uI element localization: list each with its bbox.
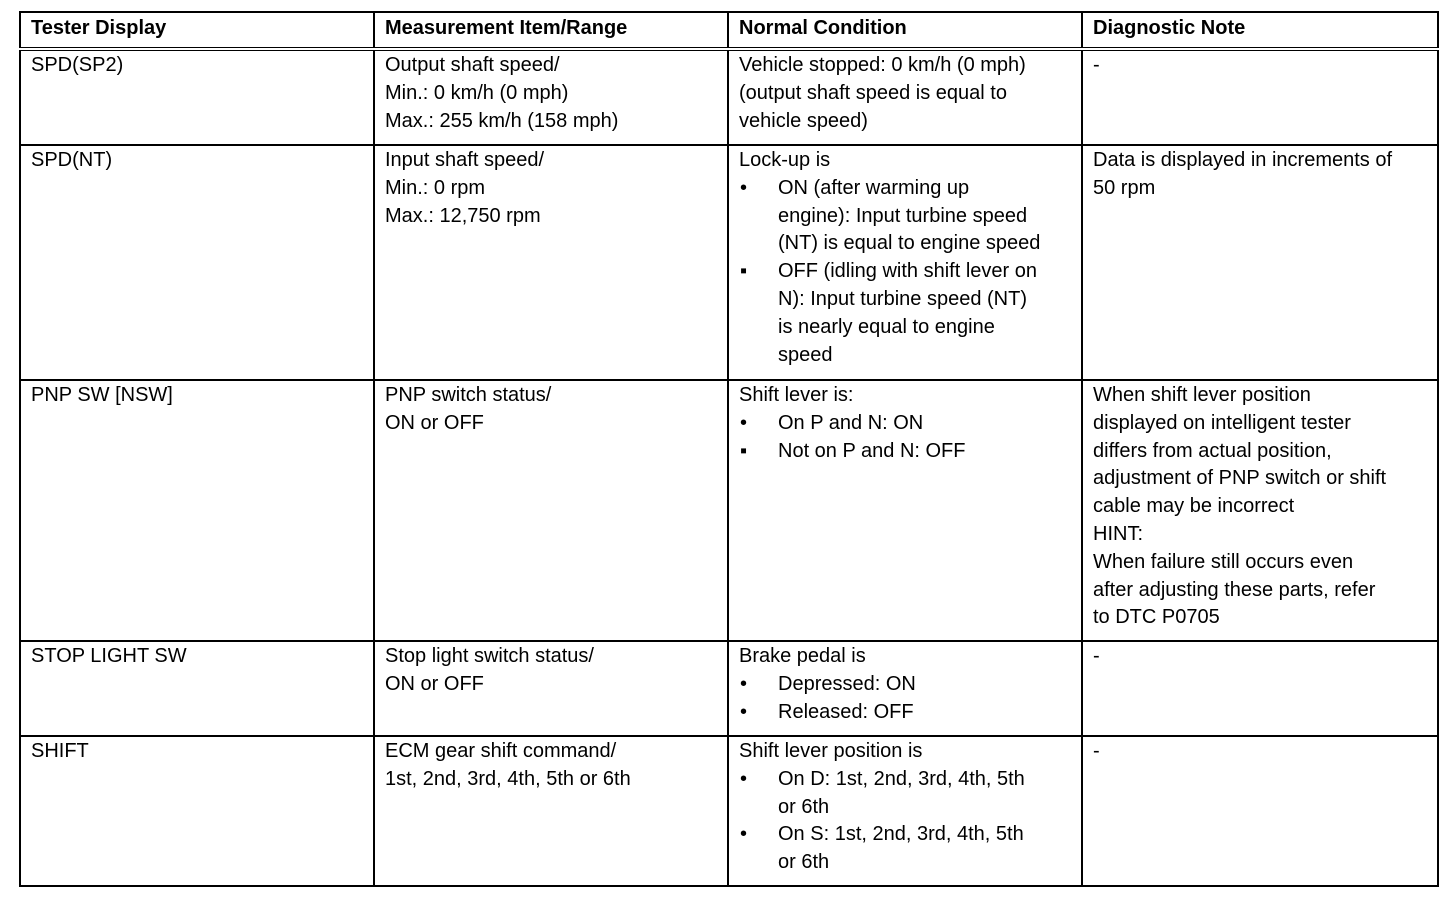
diagnostic-note-line: Data is displayed in increments of — [1093, 149, 1393, 171]
table-row — [20, 641, 1438, 736]
bullet-icon: • — [740, 767, 748, 790]
normal-condition-intro: Lock-up is — [739, 149, 831, 171]
normal-condition-line: (output shaft speed is equal to — [739, 81, 1007, 104]
list-item — [739, 175, 1071, 258]
normal-condition-list — [739, 410, 1071, 466]
measurement-line: Min.: 0 rpm — [385, 176, 486, 199]
diagnostic-note-cell — [1082, 641, 1438, 736]
list-item-line: OFF (idling with shift lever on — [778, 260, 1037, 283]
normal-condition-cell — [728, 736, 1082, 886]
bullet-icon: • — [740, 823, 748, 846]
bullet-icon: • — [740, 176, 748, 199]
list-item-line: engine): Input turbine speed — [778, 204, 1028, 227]
table-row — [20, 49, 1438, 145]
table-row — [20, 380, 1438, 641]
normal-condition-list — [739, 766, 1071, 877]
list-item — [739, 258, 1071, 369]
measurement-line: ON or OFF — [385, 672, 484, 695]
list-item-line: Depressed: ON — [778, 672, 916, 695]
list-item — [739, 438, 1071, 466]
bullet-icon: ▪ — [740, 439, 748, 462]
bullet-icon: ▪ — [740, 260, 748, 283]
measurement-cell — [374, 641, 728, 736]
bullet-icon: • — [740, 700, 748, 723]
measurement-cell — [374, 49, 728, 145]
diagnostic-note-line: to DTC P0705 — [1093, 606, 1220, 629]
header-diagnostic-note: Diagnostic Note — [1082, 12, 1438, 49]
measurement-line: Input shaft speed/ — [385, 149, 545, 171]
list-item-line: or 6th — [778, 851, 830, 874]
measurement-cell — [374, 736, 728, 886]
normal-condition-intro: Shift lever position is — [739, 740, 923, 762]
normal-condition-cell — [728, 380, 1082, 641]
list-item-line: or 6th — [778, 795, 830, 818]
tester-display-value: SPD(SP2) — [31, 54, 124, 76]
list-item-line: On D: 1st, 2nd, 3rd, 4th, 5th — [778, 767, 1025, 790]
list-item-line: N): Input turbine speed (NT) — [778, 287, 1027, 310]
measurement-line: ECM gear shift command/ — [385, 740, 617, 762]
measurement-cell — [374, 145, 728, 380]
table-row — [20, 145, 1438, 380]
diagnostic-note-line: displayed on intelligent tester — [1093, 411, 1351, 434]
normal-condition-line: Vehicle stopped: 0 km/h (0 mph) — [739, 54, 1026, 76]
measurement-cell — [374, 380, 728, 641]
list-item-line: is nearly equal to engine — [778, 315, 995, 338]
normal-condition-cell — [728, 49, 1082, 145]
list-item-line: On P and N: ON — [778, 411, 924, 434]
diagnostic-data-table-sheet — [19, 11, 1437, 882]
normal-condition-list — [739, 671, 1071, 727]
diagnostic-note-line: differs from actual position, — [1093, 439, 1332, 462]
header-tester-display: Tester Display — [20, 12, 374, 49]
diagnostic-note-line: When shift lever position — [1093, 384, 1311, 406]
header-row — [20, 12, 1438, 49]
measurement-line: Min.: 0 km/h (0 mph) — [385, 81, 569, 104]
list-item-line: On S: 1st, 2nd, 3rd, 4th, 5th — [778, 823, 1024, 846]
measurement-line: PNP switch status/ — [385, 384, 552, 406]
diagnostic-note-line: - — [1093, 54, 1100, 76]
diagnostic-note-cell — [1082, 736, 1438, 886]
diagnostic-note-line: adjustment of PNP switch or shift — [1093, 467, 1387, 490]
diagnostic-note-line: - — [1093, 645, 1100, 667]
list-item — [739, 410, 1071, 438]
normal-condition-cell — [728, 641, 1082, 736]
diagnostic-note-cell — [1082, 145, 1438, 380]
diagnostic-note-line: - — [1093, 740, 1100, 762]
diagnostic-note-line: after adjusting these parts, refer — [1093, 578, 1376, 601]
diagnostic-note-line: When failure still occurs even — [1093, 550, 1354, 573]
measurement-line: 1st, 2nd, 3rd, 4th, 5th or 6th — [385, 767, 631, 790]
list-item — [739, 671, 1071, 699]
list-item — [739, 699, 1071, 727]
measurement-line: Output shaft speed/ — [385, 54, 560, 76]
measurement-line: Max.: 12,750 rpm — [385, 204, 541, 227]
measurement-line: Max.: 255 km/h (158 mph) — [385, 109, 619, 132]
normal-condition-intro: Brake pedal is — [739, 645, 866, 667]
bullet-icon: • — [740, 672, 748, 695]
list-item — [739, 766, 1071, 822]
header-measurement-item: Measurement Item/Range — [374, 12, 728, 49]
normal-condition-list — [739, 175, 1071, 370]
list-item-line: ON (after warming up — [778, 176, 970, 199]
header-normal-condition: Normal Condition — [728, 12, 1082, 49]
normal-condition-intro: Shift lever is: — [739, 384, 854, 406]
diagnostic-note-line: 50 rpm — [1093, 176, 1156, 199]
list-item-line: speed — [778, 343, 833, 366]
list-item-line: (NT) is equal to engine speed — [778, 232, 1041, 255]
list-item-line: Released: OFF — [778, 700, 914, 723]
tester-display-cell — [20, 49, 374, 145]
tester-display-cell — [20, 736, 374, 886]
normal-condition-line: vehicle speed) — [739, 109, 868, 132]
list-item — [739, 821, 1071, 877]
tester-display-value: SHIFT — [31, 740, 89, 762]
diagnostic-note-line: cable may be incorrect — [1093, 495, 1295, 518]
normal-condition-cell — [728, 145, 1082, 380]
tester-display-value: SPD(NT) — [31, 149, 113, 171]
list-item-line: Not on P and N: OFF — [778, 439, 966, 462]
measurement-line: ON or OFF — [385, 411, 484, 434]
tester-display-cell — [20, 641, 374, 736]
tester-display-value: PNP SW [NSW] — [31, 384, 173, 406]
diagnostic-note-cell — [1082, 380, 1438, 641]
table-row — [20, 736, 1438, 886]
diagnostic-note-line: HINT: — [1093, 522, 1143, 545]
tester-display-cell — [20, 380, 374, 641]
bullet-icon: • — [740, 411, 748, 434]
diagnostic-note-cell — [1082, 49, 1438, 145]
diagnostic-data-table — [19, 11, 1439, 887]
tester-display-value: STOP LIGHT SW — [31, 645, 187, 667]
measurement-line: Stop light switch status/ — [385, 645, 594, 667]
tester-display-cell — [20, 145, 374, 380]
